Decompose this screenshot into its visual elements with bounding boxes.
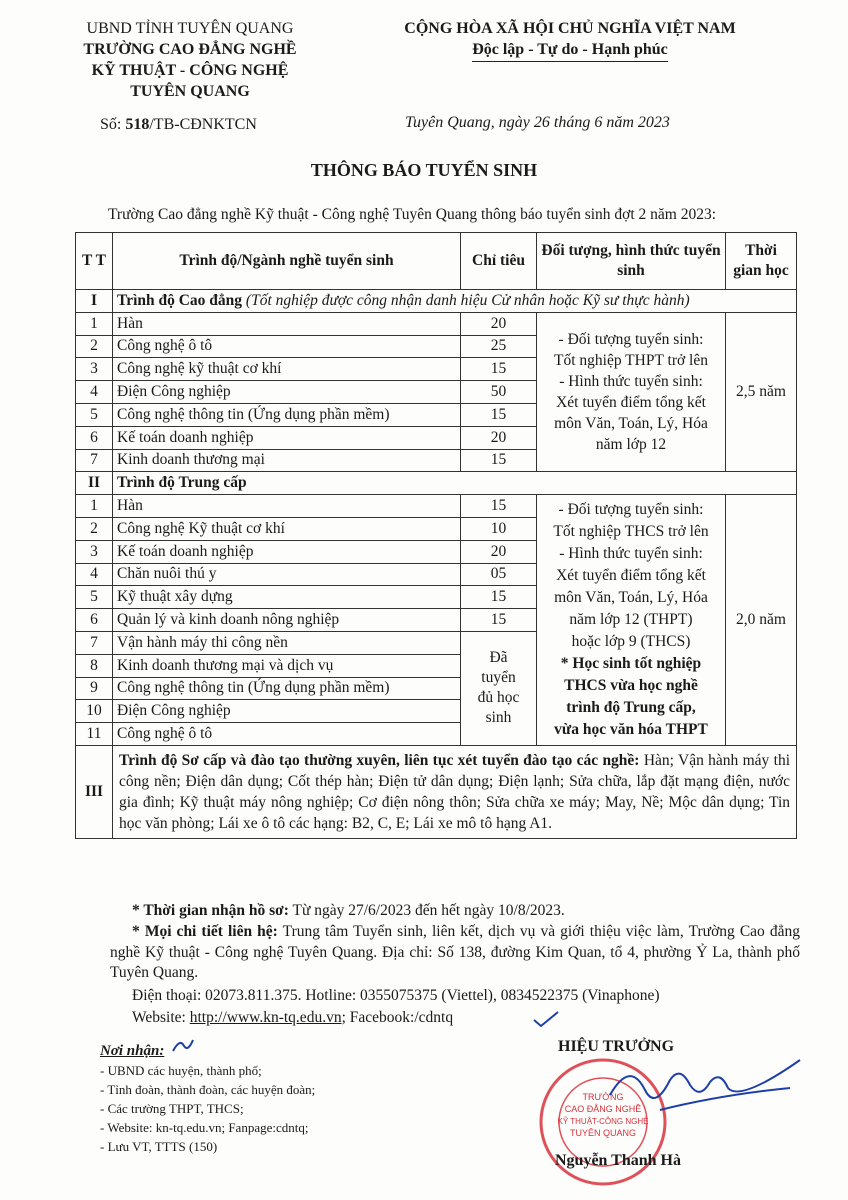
target-note-line: vừa học văn hóa THPT	[554, 721, 708, 739]
row-tt: 5	[76, 403, 113, 426]
row-program: Công nghệ thông tin (Ứng dụng phần mềm)	[113, 677, 461, 700]
recipient-item: - Các trường THPT, THCS;	[100, 1101, 244, 1116]
checkmark-ink-icon	[532, 1010, 560, 1030]
website-link[interactable]: http://www.kn-tq.edu.vn	[189, 1009, 342, 1026]
issuer-line-4: TUYÊN QUANG	[130, 83, 250, 100]
row-program: Kinh doanh thương mại và dịch vụ	[113, 654, 461, 677]
row-program: Điện Công nghiệp	[113, 381, 461, 404]
col-tt: T T	[76, 233, 113, 290]
issuer-line-3: KỸ THUẬT - CÔNG NGHỆ	[91, 62, 289, 79]
row-tt: 9	[76, 677, 113, 700]
full-quota-line: sinh	[485, 709, 512, 727]
col-program: Trình độ/Ngành nghề tuyển sinh	[113, 233, 461, 290]
recipient-item: - Website: kn-tq.edu.vn; Fanpage:cdntq;	[100, 1120, 309, 1135]
target-line: môn Văn, Toán, Lý, Hóa	[554, 589, 708, 607]
row-program: Công nghệ thông tin (Ứng dụng phần mềm)	[113, 403, 461, 426]
target-line: năm lớp 12	[595, 436, 667, 454]
document-date: Tuyên Quang, ngày 26 tháng 6 năm 2023	[405, 114, 670, 131]
target-line: - Hình thức tuyển sinh:	[559, 373, 703, 391]
row-tt: 11	[76, 723, 113, 746]
recipients-block	[100, 1042, 315, 1156]
target-note-line: * Học sinh tốt nghiệp	[560, 655, 702, 673]
section-number: II	[76, 472, 113, 495]
row-program: Công nghệ kỹ thuật cơ khí	[113, 358, 461, 381]
row-program: Quản lý và kinh doanh nông nghiệp	[113, 609, 461, 632]
page-title: THÔNG BÁO TUYỂN SINH	[310, 160, 538, 180]
row-tt: 1	[76, 312, 113, 335]
row-quota: 10	[461, 517, 537, 540]
target-line: Tốt nghiệp THCS trở lên	[553, 523, 709, 541]
row-tt: 10	[76, 700, 113, 723]
document-number	[100, 116, 257, 134]
website-line	[132, 1008, 453, 1028]
row-program: Công nghệ ô tô	[113, 335, 461, 358]
section-title: Trình độ Trung cấp	[113, 472, 797, 495]
row-tt: 4	[76, 381, 113, 404]
contact-label: * Mọi chi tiết liên hệ:	[132, 923, 278, 940]
target-line: hoặc lớp 9 (THCS)	[571, 633, 691, 651]
row-tt: 6	[76, 609, 113, 632]
row-program: Công nghệ Kỹ thuật cơ khí	[113, 517, 461, 540]
full-quota-line: đủ học	[477, 689, 520, 707]
section-title-text: Trình độ Cao đẳng	[117, 291, 243, 309]
target-line: - Hình thức tuyển sinh:	[559, 545, 703, 563]
target-line: môn Văn, Toán, Lý, Hóa	[554, 415, 708, 433]
row-program: Điện Công nghiệp	[113, 700, 461, 723]
row-quota: 05	[461, 563, 537, 586]
row-tt: 1	[76, 495, 113, 518]
svg-text:TUYÊN QUANG: TUYÊN QUANG	[569, 1128, 637, 1138]
row-tt: 5	[76, 586, 113, 609]
row-quota: 15	[461, 609, 537, 632]
row-tt: 7	[76, 631, 113, 654]
college-target-cell	[537, 312, 726, 472]
table-header-row	[76, 233, 797, 290]
recipient-item: - Lưu VT, TTTS (150)	[100, 1139, 218, 1154]
table-row	[76, 312, 797, 335]
col-quota: Chỉ tiêu	[461, 233, 537, 290]
row-program: Hàn	[113, 495, 461, 518]
target-line: - Đối tượng tuyển sinh:	[558, 501, 704, 519]
row-quota: 20	[461, 426, 537, 449]
recipients-heading: Nơi nhận:	[100, 1043, 165, 1059]
row-tt: 7	[76, 449, 113, 472]
row-program: Kinh doanh thương mại	[113, 449, 461, 472]
row-program: Kỹ thuật xây dựng	[113, 586, 461, 609]
target-line: năm lớp 12 (THPT)	[569, 611, 693, 629]
college-duration: 2,5 năm	[726, 312, 797, 472]
section-row	[76, 472, 797, 495]
short-course-text: Hàn; Vận hành máy thi công nền; Điện dân dụng; Cốt thép hàn; Điện tử dân dụng; Điện lạnh; Sửa chữa, lắp đặt mạng điện, nước gia đình; Kỹ thuật máy nông nghiệp; Cơ điện nông thôn; Sửa chữa xe máy; May, Nề; Mộc dân dụng; Tin học văn phòng; Lái xe ô tô các hạng: B2, C, E; Lái xe mô tô hạng A1.	[119, 751, 791, 832]
target-line: Xét tuyển điểm tổng kết	[556, 567, 706, 585]
admission-table	[75, 232, 797, 839]
row-quota: 20	[461, 312, 537, 335]
row-tt: 2	[76, 517, 113, 540]
target-note-line: THCS vừa học nghề	[564, 677, 698, 695]
row-quota: 15	[461, 358, 537, 381]
row-tt: 2	[76, 335, 113, 358]
row-program: Công nghệ ô tô	[113, 723, 461, 746]
website-label: Website:	[132, 1009, 186, 1026]
svg-text:TRƯỜNG: TRƯỜNG	[582, 1092, 624, 1102]
doc-suffix: /TB-CĐNKTCN	[149, 116, 257, 133]
issuer-block	[40, 18, 340, 102]
section-number: III	[76, 745, 113, 838]
initial-mark-icon	[170, 1036, 196, 1056]
issuer-line-1: UBND TỈNH TUYÊN QUANG	[86, 20, 294, 37]
recipient-item: - UBND các huyện, thành phố;	[100, 1063, 262, 1078]
section-title	[113, 290, 797, 313]
national-motto: Độc lập - Tự do - Hạnh phúc	[472, 39, 668, 62]
doc-number: 518	[125, 116, 150, 133]
row-program: Vận hành máy thi công nền	[113, 631, 461, 654]
national-header	[360, 18, 780, 62]
signer-name: Nguyễn Thanh Hà	[555, 1152, 681, 1169]
row-tt: 8	[76, 654, 113, 677]
row-tt: 4	[76, 563, 113, 586]
row-program: Kế toán doanh nghiệp	[113, 426, 461, 449]
row-quota: 20	[461, 540, 537, 563]
table-row	[76, 495, 797, 518]
contact-text: Trung tâm Tuyển sinh, liên kết, dịch vụ và giới thiệu việc làm, Trường Cao đẳng nghề Kỹ thuật - Công nghệ Tuyên Quang. Địa chỉ: Số 138, đường Kim Quan, tổ 4, phường Ỷ La, thành phố Tuyên Quang.	[110, 923, 800, 981]
phone-line: Điện thoại: 02073.811.375. Hotline: 0355075375 (Viettel), 0834522375 (Vinaphone)	[132, 987, 660, 1004]
row-tt: 6	[76, 426, 113, 449]
short-course-cell	[113, 745, 797, 838]
section-note: (Tốt nghiệp được công nhận danh hiệu Cử nhân hoặc Kỹ sư thực hành)	[245, 291, 690, 309]
col-duration: Thời gian học	[726, 233, 797, 290]
row-quota: 15	[461, 495, 537, 518]
row-program: Kế toán doanh nghiệp	[113, 540, 461, 563]
full-quota-cell	[461, 631, 537, 745]
section-row	[76, 745, 797, 838]
row-quota: 15	[461, 403, 537, 426]
issuer-line-2: TRƯỜNG CAO ĐẲNG NGHỀ	[83, 41, 297, 58]
row-program: Hàn	[113, 312, 461, 335]
facebook-text: ; Facebook:/cdntq	[341, 1009, 454, 1026]
target-line: - Đối tượng tuyển sinh:	[558, 331, 704, 349]
row-quota: 15	[461, 586, 537, 609]
svg-text:CAO ĐẲNG NGHỀ: CAO ĐẲNG NGHỀ	[564, 1104, 642, 1114]
intermediate-duration: 2,0 năm	[726, 495, 797, 746]
national-title: CỘNG HÒA XÃ HỘI CHỦ NGHĨA VIỆT NAM	[404, 20, 736, 37]
full-quota-line: tuyển	[481, 669, 516, 687]
doc-prefix: Số:	[100, 116, 122, 133]
deadline-label: * Thời gian nhận hồ sơ:	[132, 902, 289, 919]
contact-paragraph	[110, 922, 800, 984]
full-quota-line: Đã	[489, 649, 508, 667]
signer-title: HIỆU TRƯỞNG	[558, 1038, 675, 1055]
target-line: Tốt nghiệp THPT trở lên	[553, 352, 708, 370]
deadline-text: Từ ngày 27/6/2023 đến hết ngày 10/8/2023.	[292, 902, 565, 919]
row-quota: 15	[461, 449, 537, 472]
svg-text:KỸ THUẬT-CÔNG NGHỆ: KỸ THUẬT-CÔNG NGHỆ	[557, 1117, 649, 1126]
target-note-line: trình độ Trung cấp,	[566, 699, 696, 717]
recipient-item: - Tỉnh đoàn, thành đoàn, các huyện đoàn;	[100, 1082, 316, 1097]
col-target: Đối tượng, hình thức tuyển sinh	[537, 233, 726, 290]
short-course-lead: Trình độ Sơ cấp và đào tạo thường xuyên, liên tục xét tuyển đào tạo các nghề:	[119, 751, 640, 769]
target-line: Xét tuyển điểm tổng kết	[556, 394, 706, 412]
intermediate-target-cell	[537, 495, 726, 746]
row-quota: 25	[461, 335, 537, 358]
section-number: I	[76, 290, 113, 313]
deadline-line	[132, 901, 565, 921]
row-quota: 50	[461, 381, 537, 404]
row-tt: 3	[76, 540, 113, 563]
intro-text: Trường Cao đẳng nghề Kỹ thuật - Công nghệ Tuyên Quang thông báo tuyển sinh đợt 2 năm 2023:	[108, 206, 717, 223]
row-tt: 3	[76, 358, 113, 381]
section-row	[76, 290, 797, 313]
row-program: Chăn nuôi thú y	[113, 563, 461, 586]
